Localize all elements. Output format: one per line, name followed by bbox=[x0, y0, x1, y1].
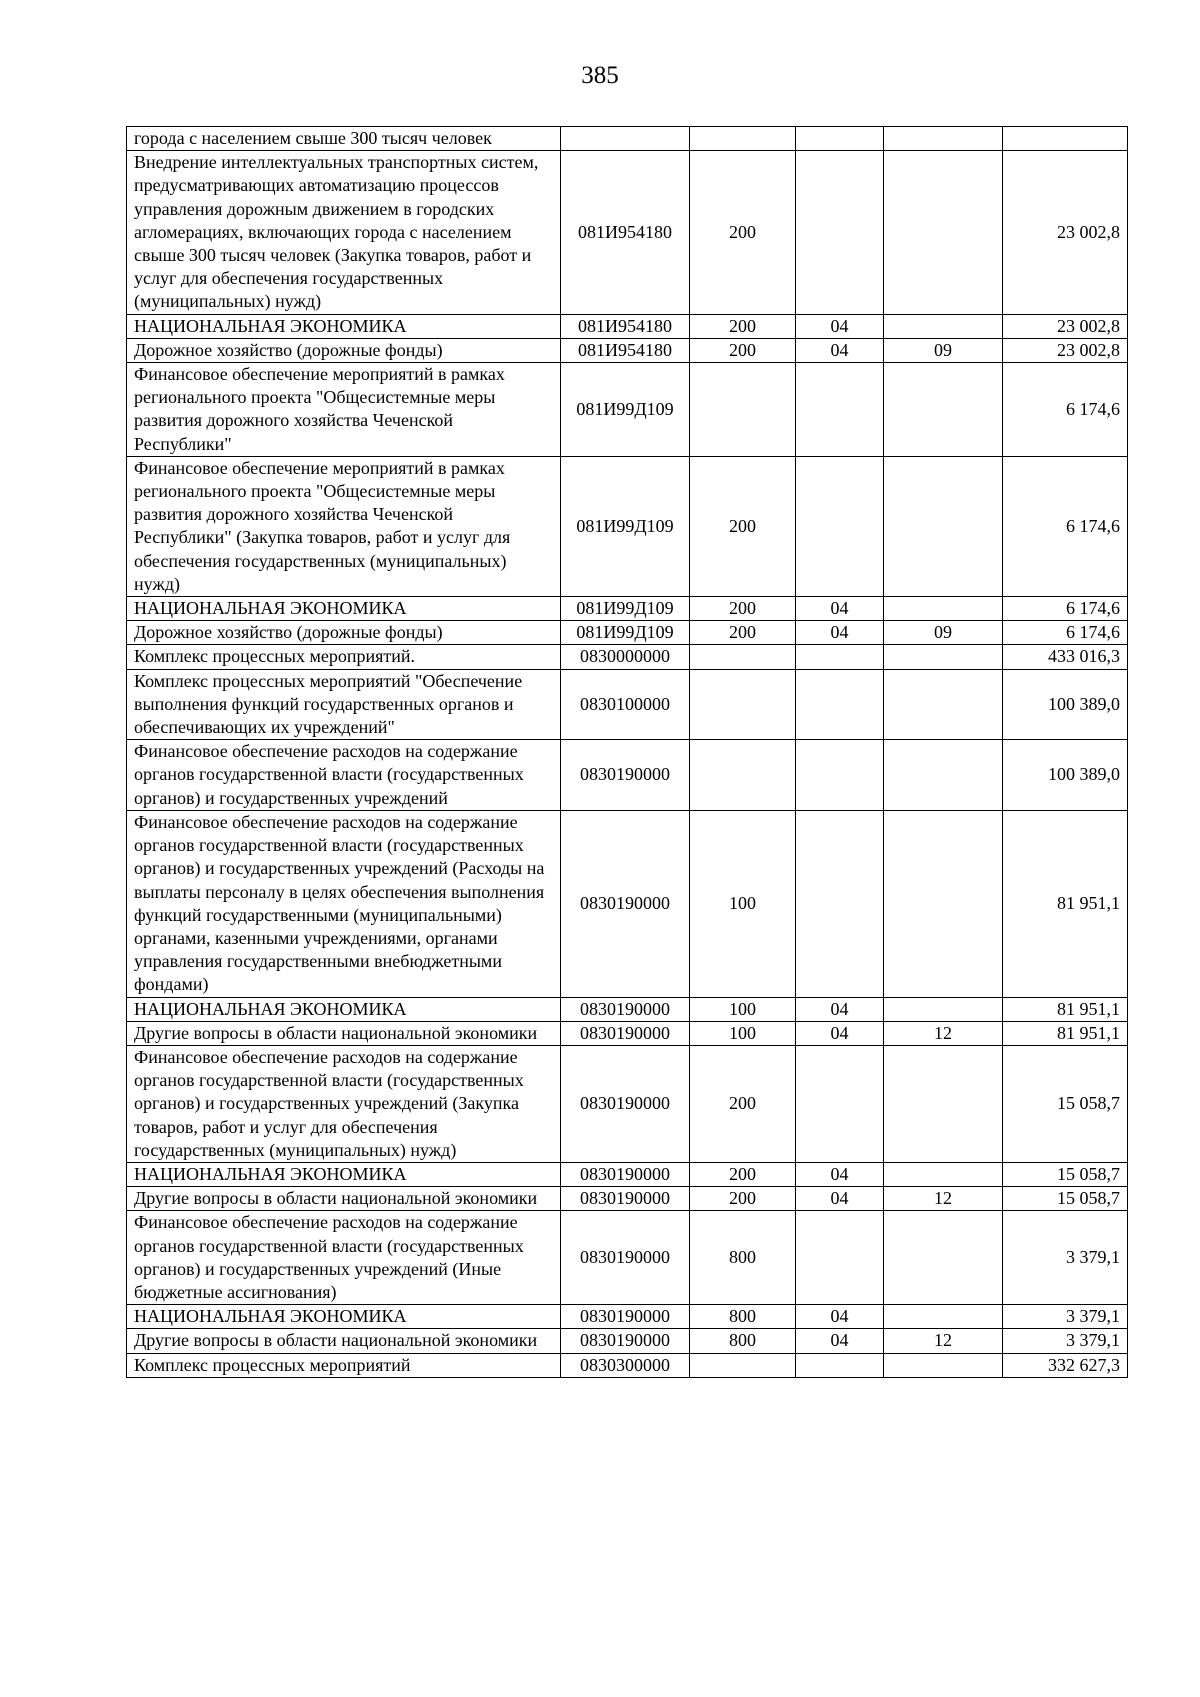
table-row bbox=[127, 1187, 1128, 1211]
row-sum-cell: 3 379,1 bbox=[1003, 1329, 1128, 1353]
row-sum-cell: 15 058,7 bbox=[1003, 1187, 1128, 1211]
row-expense-type-cell: 200 bbox=[690, 1187, 796, 1211]
row-sum-cell: 332 627,3 bbox=[1003, 1353, 1128, 1377]
row-sum-cell: 81 951,1 bbox=[1003, 810, 1128, 997]
row-name-cell: Финансовое обеспечение мероприятий в рамках регионального проекта "Общесистемные меры развития дорожного хозяйства Чеченской Республики" bbox=[127, 363, 561, 457]
table-row bbox=[127, 1211, 1128, 1305]
row-section-cell bbox=[796, 127, 884, 151]
row-section-cell bbox=[796, 1211, 884, 1305]
row-code-cell: 0830190000 bbox=[561, 1045, 690, 1162]
row-name-cell: Дорожное хозяйство (дорожные фонды) bbox=[127, 338, 561, 362]
row-subsection-cell bbox=[884, 1045, 1003, 1162]
row-section-cell: 04 bbox=[796, 1329, 884, 1353]
row-expense-type-cell bbox=[690, 363, 796, 457]
row-name-cell: Финансовое обеспечение расходов на содержание органов государственной власти (государственных органов) и государственных учреждений bbox=[127, 740, 561, 811]
row-code-cell: 0830190000 bbox=[561, 1187, 690, 1211]
row-name-cell: Другие вопросы в области национальной экономики bbox=[127, 1329, 561, 1353]
row-name-cell: НАЦИОНАЛЬНАЯ ЭКОНОМИКА bbox=[127, 597, 561, 621]
row-code-cell: 081И99Д109 bbox=[561, 456, 690, 596]
row-code-cell: 0830300000 bbox=[561, 1353, 690, 1377]
row-sum-cell: 6 174,6 bbox=[1003, 456, 1128, 596]
table-row bbox=[127, 1045, 1128, 1162]
row-sum-cell: 6 174,6 bbox=[1003, 363, 1128, 457]
row-subsection-cell: 09 bbox=[884, 621, 1003, 645]
row-section-cell bbox=[796, 645, 884, 669]
row-expense-type-cell: 200 bbox=[690, 597, 796, 621]
row-subsection-cell bbox=[884, 1353, 1003, 1377]
table-row bbox=[127, 669, 1128, 740]
row-code-cell: 0830190000 bbox=[561, 1162, 690, 1186]
table-row bbox=[127, 456, 1128, 596]
row-code-cell: 081И954180 bbox=[561, 338, 690, 362]
row-sum-cell: 6 174,6 bbox=[1003, 621, 1128, 645]
row-section-cell: 04 bbox=[796, 1187, 884, 1211]
row-expense-type-cell: 100 bbox=[690, 810, 796, 997]
row-name-cell: Комплекс процессных мероприятий bbox=[127, 1353, 561, 1377]
row-section-cell: 04 bbox=[796, 314, 884, 338]
table-row bbox=[127, 1021, 1128, 1045]
row-section-cell bbox=[796, 669, 884, 740]
table-row bbox=[127, 127, 1128, 151]
row-expense-type-cell: 200 bbox=[690, 1162, 796, 1186]
row-expense-type-cell: 200 bbox=[690, 338, 796, 362]
row-sum-cell: 6 174,6 bbox=[1003, 597, 1128, 621]
row-subsection-cell: 12 bbox=[884, 1329, 1003, 1353]
row-section-cell bbox=[796, 1353, 884, 1377]
row-subsection-cell: 09 bbox=[884, 338, 1003, 362]
row-subsection-cell bbox=[884, 314, 1003, 338]
row-name-cell: Внедрение интеллектуальных транспортных систем, предусматривающих автоматизацию процессов управления дорожным движением в городских агломерациях, включающих города с населением свыше 300 тысяч человек (Закупка товаров, работ и услуг для обеспечения государственных (муниципальных) нужд) bbox=[127, 151, 561, 314]
table-row bbox=[127, 1162, 1128, 1186]
row-name-cell: НАЦИОНАЛЬНАЯ ЭКОНОМИКА bbox=[127, 1305, 561, 1329]
row-name-cell: НАЦИОНАЛЬНАЯ ЭКОНОМИКА bbox=[127, 1162, 561, 1186]
row-name-cell: Финансовое обеспечение расходов на содержание органов государственной власти (государственных органов) и государственных учреждений (Закупка товаров, работ и услуг для обеспечения государственных (муниципальных) нужд) bbox=[127, 1045, 561, 1162]
row-section-cell: 04 bbox=[796, 621, 884, 645]
row-sum-cell: 15 058,7 bbox=[1003, 1162, 1128, 1186]
row-code-cell: 0830100000 bbox=[561, 669, 690, 740]
table-row bbox=[127, 621, 1128, 645]
row-subsection-cell bbox=[884, 1162, 1003, 1186]
row-name-cell: НАЦИОНАЛЬНАЯ ЭКОНОМИКА bbox=[127, 997, 561, 1021]
row-subsection-cell bbox=[884, 997, 1003, 1021]
row-subsection-cell bbox=[884, 645, 1003, 669]
row-sum-cell: 100 389,0 bbox=[1003, 740, 1128, 811]
budget-table-body bbox=[127, 127, 1128, 1378]
row-section-cell bbox=[796, 740, 884, 811]
row-subsection-cell bbox=[884, 363, 1003, 457]
table-row bbox=[127, 151, 1128, 314]
row-expense-type-cell: 100 bbox=[690, 1021, 796, 1045]
row-name-cell: Комплекс процессных мероприятий. bbox=[127, 645, 561, 669]
row-expense-type-cell: 200 bbox=[690, 1045, 796, 1162]
row-sum-cell: 23 002,8 bbox=[1003, 338, 1128, 362]
row-code-cell: 081И954180 bbox=[561, 151, 690, 314]
row-subsection-cell: 12 bbox=[884, 1187, 1003, 1211]
row-section-cell: 04 bbox=[796, 338, 884, 362]
row-expense-type-cell bbox=[690, 669, 796, 740]
row-section-cell bbox=[796, 363, 884, 457]
row-name-cell: Другие вопросы в области национальной экономики bbox=[127, 1021, 561, 1045]
row-section-cell: 04 bbox=[796, 1021, 884, 1045]
row-sum-cell bbox=[1003, 127, 1128, 151]
row-subsection-cell bbox=[884, 669, 1003, 740]
row-section-cell: 04 bbox=[796, 1162, 884, 1186]
row-subsection-cell bbox=[884, 456, 1003, 596]
row-expense-type-cell bbox=[690, 1353, 796, 1377]
row-section-cell bbox=[796, 810, 884, 997]
row-code-cell: 081И99Д109 bbox=[561, 597, 690, 621]
row-subsection-cell: 12 bbox=[884, 1021, 1003, 1045]
row-name-cell: Комплекс процессных мероприятий "Обеспечение выполнения функций государственных органов и обеспечивающих их учреждений" bbox=[127, 669, 561, 740]
row-section-cell bbox=[796, 456, 884, 596]
row-sum-cell: 100 389,0 bbox=[1003, 669, 1128, 740]
row-expense-type-cell: 800 bbox=[690, 1211, 796, 1305]
row-code-cell bbox=[561, 127, 690, 151]
row-subsection-cell bbox=[884, 151, 1003, 314]
row-expense-type-cell: 200 bbox=[690, 151, 796, 314]
row-code-cell: 0830190000 bbox=[561, 810, 690, 997]
row-expense-type-cell: 100 bbox=[690, 997, 796, 1021]
row-code-cell: 0830000000 bbox=[561, 645, 690, 669]
row-name-cell: НАЦИОНАЛЬНАЯ ЭКОНОМИКА bbox=[127, 314, 561, 338]
page-number: 385 bbox=[581, 62, 619, 89]
row-subsection-cell bbox=[884, 127, 1003, 151]
row-section-cell bbox=[796, 151, 884, 314]
row-expense-type-cell: 800 bbox=[690, 1305, 796, 1329]
row-code-cell: 0830190000 bbox=[561, 1329, 690, 1353]
row-section-cell: 04 bbox=[796, 1305, 884, 1329]
row-sum-cell: 23 002,8 bbox=[1003, 151, 1128, 314]
table-row bbox=[127, 363, 1128, 457]
table-row bbox=[127, 740, 1128, 811]
row-expense-type-cell bbox=[690, 127, 796, 151]
row-code-cell: 081И99Д109 bbox=[561, 363, 690, 457]
row-name-cell: Дорожное хозяйство (дорожные фонды) bbox=[127, 621, 561, 645]
row-expense-type-cell: 800 bbox=[690, 1329, 796, 1353]
row-code-cell: 081И954180 bbox=[561, 314, 690, 338]
row-section-cell bbox=[796, 1045, 884, 1162]
budget-table bbox=[126, 126, 1128, 1378]
row-expense-type-cell: 200 bbox=[690, 456, 796, 596]
row-sum-cell: 433 016,3 bbox=[1003, 645, 1128, 669]
row-code-cell: 0830190000 bbox=[561, 740, 690, 811]
table-row bbox=[127, 314, 1128, 338]
row-subsection-cell bbox=[884, 1211, 1003, 1305]
row-sum-cell: 23 002,8 bbox=[1003, 314, 1128, 338]
row-sum-cell: 15 058,7 bbox=[1003, 1045, 1128, 1162]
table-row bbox=[127, 1329, 1128, 1353]
table-row bbox=[127, 1353, 1128, 1377]
row-name-cell: Финансовое обеспечение мероприятий в рамках регионального проекта "Общесистемные меры развития дорожного хозяйства Чеченской Республики" (Закупка товаров, работ и услуг для обеспечения государственных (муниципальных) нужд) bbox=[127, 456, 561, 596]
row-sum-cell: 81 951,1 bbox=[1003, 1021, 1128, 1045]
row-name-cell: города с населением свыше 300 тысяч человек bbox=[127, 127, 561, 151]
row-expense-type-cell: 200 bbox=[690, 621, 796, 645]
row-section-cell: 04 bbox=[796, 997, 884, 1021]
row-subsection-cell bbox=[884, 597, 1003, 621]
row-code-cell: 081И99Д109 bbox=[561, 621, 690, 645]
table-row bbox=[127, 645, 1128, 669]
row-expense-type-cell: 200 bbox=[690, 314, 796, 338]
row-subsection-cell bbox=[884, 740, 1003, 811]
row-expense-type-cell bbox=[690, 645, 796, 669]
table-row bbox=[127, 997, 1128, 1021]
row-code-cell: 0830190000 bbox=[561, 1305, 690, 1329]
row-sum-cell: 81 951,1 bbox=[1003, 997, 1128, 1021]
row-name-cell: Финансовое обеспечение расходов на содержание органов государственной власти (государственных органов) и государственных учреждений (Иные бюджетные ассигнования) bbox=[127, 1211, 561, 1305]
row-sum-cell: 3 379,1 bbox=[1003, 1305, 1128, 1329]
row-expense-type-cell bbox=[690, 740, 796, 811]
row-code-cell: 0830190000 bbox=[561, 1021, 690, 1045]
row-subsection-cell bbox=[884, 810, 1003, 997]
row-name-cell: Финансовое обеспечение расходов на содержание органов государственной власти (государственных органов) и государственных учреждений (Расходы на выплаты персоналу в целях обеспечения выполнения функций государственными (муниципальными) органами, казенными учреждениями, органами управления государственными внебюджетными фондами) bbox=[127, 810, 561, 997]
row-section-cell: 04 bbox=[796, 597, 884, 621]
row-name-cell: Другие вопросы в области национальной экономики bbox=[127, 1187, 561, 1211]
table-row bbox=[127, 810, 1128, 997]
row-subsection-cell bbox=[884, 1305, 1003, 1329]
row-code-cell: 0830190000 bbox=[561, 1211, 690, 1305]
table-row bbox=[127, 338, 1128, 362]
table-row bbox=[127, 597, 1128, 621]
row-code-cell: 0830190000 bbox=[561, 997, 690, 1021]
table-row bbox=[127, 1305, 1128, 1329]
row-sum-cell: 3 379,1 bbox=[1003, 1211, 1128, 1305]
